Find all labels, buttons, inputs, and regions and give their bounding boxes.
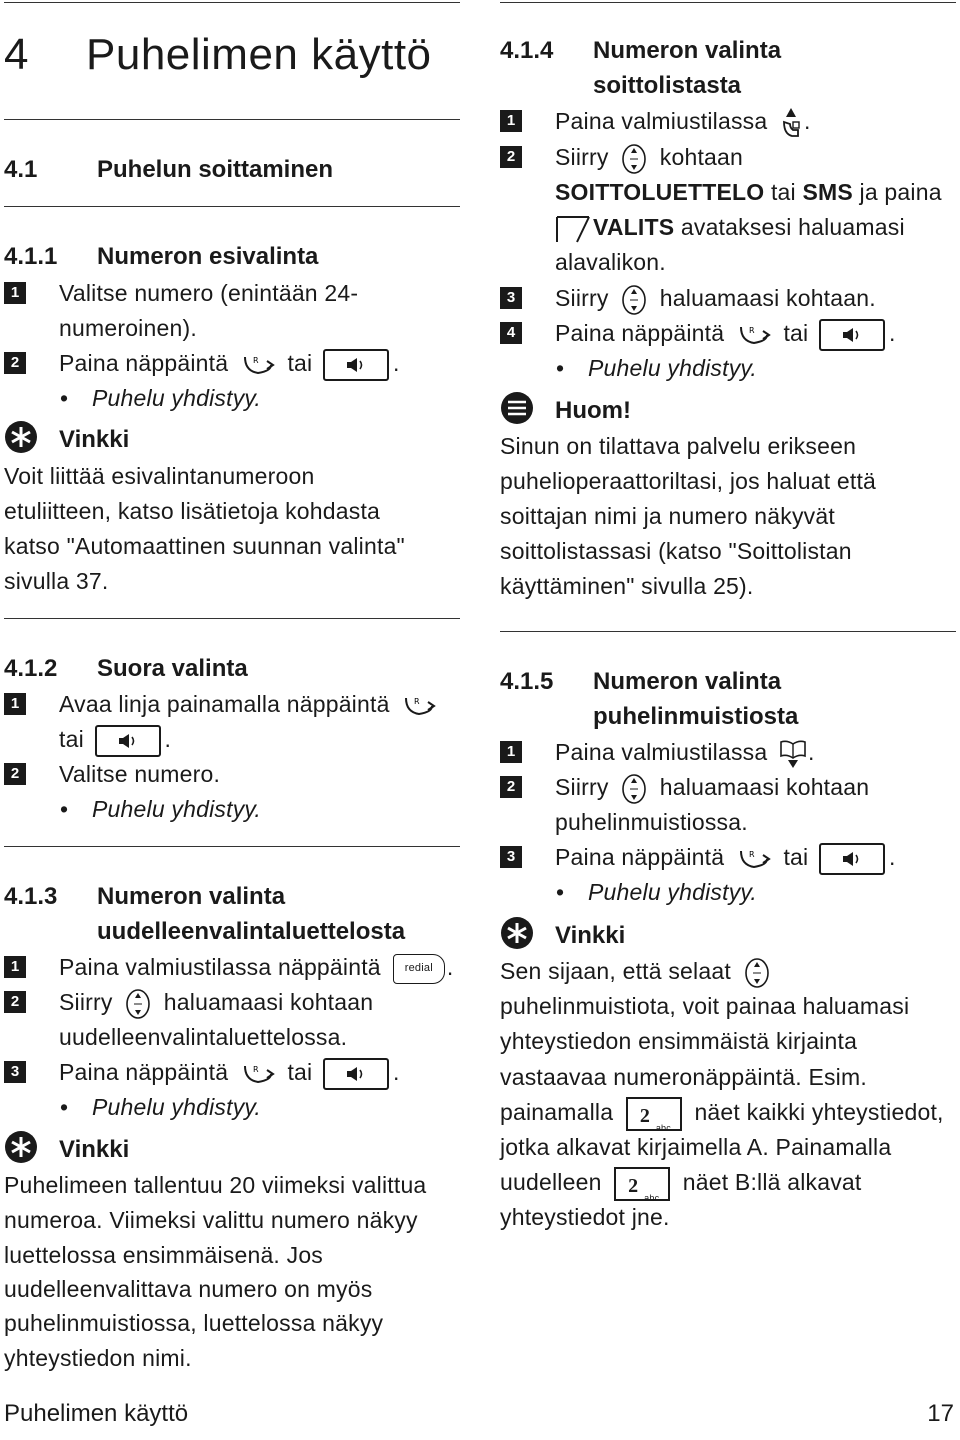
speaker-key-icon (323, 349, 389, 381)
step-text-part: . (888, 320, 896, 346)
page-number: 17 (927, 1400, 954, 1427)
step-number-2: 2 (4, 991, 26, 1013)
step-number-3: 3 (4, 1061, 26, 1083)
step-text-part: . (164, 726, 172, 752)
tip-text (500, 1095, 944, 1131)
key-letters: abc (644, 1192, 660, 1203)
svg-text:R: R (252, 1064, 259, 1074)
tip-icon (4, 420, 38, 454)
subsection-number: 4.1.3 (4, 883, 58, 910)
bullet-item: • Puhelu yhdistyy. (588, 875, 757, 909)
tip-text-part: näet B:llä alkavat (682, 1169, 862, 1195)
divider (500, 2, 956, 3)
step-text (555, 735, 815, 770)
note-text: puhelioperaattoriltasi, jos haluat että (500, 468, 877, 494)
step-text: uudelleenvalintaluettelossa. (59, 1024, 348, 1050)
step-text (555, 770, 869, 805)
step-number-2: 2 (4, 763, 26, 785)
subsection-title-cont: uudelleenvalintaluettelosta (97, 918, 406, 945)
step-text (555, 175, 942, 209)
step-number-4: 4 (500, 322, 522, 344)
note-title: Huom! (555, 397, 631, 424)
step-text-part: Siirry (59, 989, 113, 1015)
tip-text: Voit liittää esivalintanumeroon (4, 463, 315, 489)
subsection-heading-4-1-5 (500, 665, 781, 699)
subsection-number: 4.1.4 (500, 37, 554, 64)
call-list-icon (778, 106, 804, 140)
step-text (555, 840, 896, 875)
call-key-icon (737, 845, 771, 873)
divider (4, 846, 460, 847)
divider (4, 206, 460, 207)
softkey-label: VALITS (593, 214, 675, 240)
step-text-part: haluamaasi kohtaan (163, 989, 374, 1015)
step-text-part: tai (783, 320, 809, 346)
step-text (555, 316, 896, 351)
tip-text-part: painamalla (500, 1099, 614, 1125)
step-text-part: . (888, 844, 896, 870)
bullet-item: • Puhelu yhdistyy. (92, 1090, 261, 1124)
step-text-part: Paina valmiustilassa näppäintä (59, 954, 381, 980)
step-text (555, 210, 905, 244)
section-title: Puhelun soittaminen (97, 156, 334, 183)
key-digit: 2 (639, 1104, 651, 1127)
step-number-1: 1 (4, 956, 26, 978)
tip-text: katso "Automaattinen suunnan valinta" (4, 533, 405, 559)
tip-text: Puhelimeen tallentuu 20 viimeksi valittua (4, 1172, 427, 1198)
chapter-heading (4, 30, 432, 80)
call-key-icon (241, 1060, 275, 1088)
step-text (555, 104, 811, 140)
softkey-left-icon (555, 214, 591, 244)
step-number-2: 2 (500, 146, 522, 168)
svg-text:R: R (252, 355, 259, 365)
step-text-part: tai (783, 844, 809, 870)
navigation-key-icon (125, 988, 151, 1020)
step-text-part: Siirry (555, 774, 609, 800)
chapter-title: Puhelimen käyttö (86, 30, 432, 79)
call-key-icon (402, 692, 436, 720)
key-digit: 2 (628, 1174, 639, 1197)
step-text-part: ja paina (859, 179, 942, 205)
step-text-part: Paina valmiustilassa (555, 108, 768, 134)
subsection-title: Suora valinta (97, 655, 248, 682)
tip-text: jotka alkavat kirjaimella A. Painamalla (500, 1134, 892, 1160)
step-text-part: Paina näppäintä (59, 350, 229, 376)
chapter-number: 4 (4, 30, 29, 79)
subsection-number: 4.1.1 (4, 243, 58, 270)
footer-section: Puhelimen käyttö (4, 1400, 189, 1427)
speaker-key-icon (819, 319, 885, 351)
step-text (59, 346, 400, 381)
step-text: numeroinen). (59, 315, 197, 341)
step-text-part: . (392, 1059, 400, 1085)
step-text (59, 722, 171, 757)
speaker-key-icon (819, 843, 885, 875)
menu-label: SMS (802, 179, 853, 205)
step-number-3: 3 (500, 287, 522, 309)
call-key-icon (241, 351, 275, 379)
subsection-title-cont: puhelinmuistiosta (593, 703, 799, 730)
step-number-1: 1 (4, 282, 26, 304)
note-text: soittajan nimi ja numero näkyvät (500, 503, 835, 529)
step-text-part: tai (287, 1059, 313, 1085)
tip-text-part: näet kaikki yhteystiedot, (694, 1099, 944, 1125)
tip-text: yhteystiedon nimi. (4, 1345, 192, 1371)
tip-text: numeroa. Viimeksi valittu numero näkyy (4, 1207, 418, 1233)
note-text: käyttäminen" sivulla 25). (500, 573, 754, 599)
tip-text: luettelossa ensimmäisenä. Jos (4, 1242, 324, 1268)
step-text-part: . (392, 350, 400, 376)
svg-text:R: R (748, 849, 755, 859)
step-number-1: 1 (4, 693, 26, 715)
step-text (555, 281, 876, 316)
step-text-part: Avaa linja painamalla näppäintä (59, 691, 390, 717)
svg-text:R: R (414, 696, 420, 706)
step-text-part: avataksesi haluamasi (680, 214, 905, 240)
subsection-title: Numeron valinta (97, 883, 286, 910)
svg-text:R: R (748, 325, 755, 335)
tip-text: vastaavaa numeronäppäintä. Esim. (500, 1064, 867, 1090)
step-number-3: 3 (500, 846, 522, 868)
subsection-heading-4-1-3 (4, 880, 285, 914)
tip-title: Vinkki (59, 426, 130, 453)
redial-key-icon: redial (393, 954, 445, 984)
step-text: Valitse numero (enintään 24- (59, 280, 359, 306)
tip-text: puhelinmuistiota, voit painaa haluamasi (500, 993, 910, 1019)
step-text-part: Paina näppäintä (59, 1059, 229, 1085)
subsection-number: 4.1.5 (500, 668, 554, 695)
subsection-title: Numeron esivalinta (97, 243, 319, 270)
step-number-2: 2 (500, 776, 522, 798)
navigation-key-icon (621, 143, 647, 175)
tip-text-part: uudelleen (500, 1169, 602, 1195)
divider (500, 631, 956, 632)
key-letters: abc (655, 1122, 671, 1133)
step-text-part: Siirry (555, 144, 609, 170)
bullet-item: • Puhelu yhdistyy. (92, 381, 261, 415)
key-2-icon (626, 1097, 682, 1131)
step-text-part: kohtaan (659, 144, 744, 170)
navigation-key-icon (621, 773, 647, 805)
step-text-part: Paina valmiustilassa (555, 739, 768, 765)
subsection-heading-4-1-2 (4, 652, 248, 686)
divider (4, 618, 460, 619)
bullet-item: • Puhelu yhdistyy. (588, 351, 757, 385)
step-text (59, 687, 442, 721)
step-text-part: tai (770, 179, 796, 205)
step-text (59, 985, 373, 1020)
tip-title: Vinkki (555, 922, 626, 949)
subsection-number: 4.1.2 (4, 655, 58, 682)
speaker-key-icon (323, 1058, 389, 1090)
step-text-part: haluamaasi kohtaan (659, 774, 870, 800)
subsection-title: Numeron valinta (593, 37, 782, 64)
tip-text: yhteystiedon ensimmäistä kirjainta (500, 1028, 858, 1054)
subsection-title: Numeron valinta (593, 668, 782, 695)
section-number: 4.1 (4, 156, 38, 183)
step-text (59, 950, 453, 984)
navigation-key-icon (621, 284, 647, 316)
step-number-2: 2 (4, 352, 26, 374)
step-text-part: Siirry (555, 285, 609, 311)
tip-text-part: Sen sijaan, että selaat (500, 958, 731, 984)
step-text (59, 1055, 400, 1090)
divider (4, 2, 460, 3)
step-text-part: tai (287, 350, 313, 376)
step-text-part: tai (59, 726, 84, 752)
subsection-title-cont: soittolistasta (593, 72, 742, 99)
tip-icon (4, 1130, 38, 1164)
tip-title: Vinkki (59, 1136, 130, 1163)
step-text-part: Paina näppäintä (555, 844, 725, 870)
speaker-key-icon (95, 725, 161, 757)
tip-icon (500, 916, 534, 950)
divider (4, 119, 460, 120)
tip-text (500, 954, 776, 989)
tip-text: puhelinmuistiossa, luettelossa näkyy (4, 1310, 384, 1336)
step-text-part: . (446, 954, 454, 980)
note-text: soittolistassasi (katso "Soittolistan (500, 538, 852, 564)
step-text-part: . (807, 739, 815, 765)
step-text: puhelinmuistiossa. (555, 809, 748, 835)
step-number-1: 1 (500, 110, 522, 132)
bullet-item: • Puhelu yhdistyy. (92, 792, 261, 826)
key-2-icon (614, 1167, 670, 1201)
subsection-heading-4-1-4 (500, 34, 781, 68)
step-text-part: . (803, 108, 811, 134)
phonebook-icon (778, 738, 808, 770)
call-key-icon (737, 321, 771, 349)
tip-text: sivulla 37. (4, 568, 109, 594)
step-text-part: haluamaasi kohtaan. (659, 285, 876, 311)
step-text (555, 140, 743, 175)
step-text: alavalikon. (555, 249, 666, 275)
section-heading-4-1 (4, 156, 333, 184)
tip-text (500, 1165, 862, 1201)
step-number-1: 1 (500, 741, 522, 763)
step-text: Valitse numero. (59, 761, 221, 787)
note-text: Sinun on tilattava palvelu erikseen (500, 433, 857, 459)
tip-text: yhteystiedot jne. (500, 1204, 670, 1230)
navigation-key-icon (744, 957, 770, 989)
step-text-part: Paina näppäintä (555, 320, 725, 346)
menu-label: SOITTOLUETTELO (555, 179, 765, 205)
tip-text: etuliitteen, katso lisätietoja kohdasta (4, 498, 381, 524)
tip-text: uudelleenvalittava numero on myös (4, 1276, 373, 1302)
note-icon (500, 391, 534, 425)
subsection-heading-4-1-1 (4, 240, 318, 274)
